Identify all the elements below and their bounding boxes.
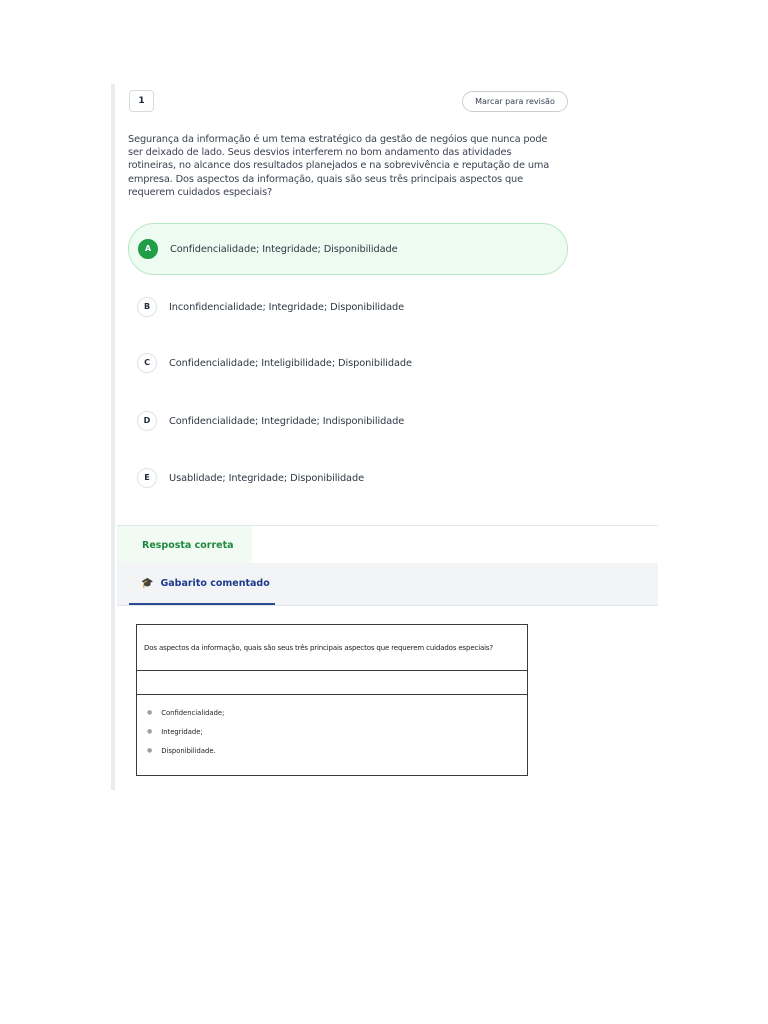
answer-table-question: Dos aspectos da informação, quais são seus três principais aspectos que requerem cuidados especiais? — [137, 625, 527, 671]
option-letter-d: D — [137, 411, 157, 431]
list-item: ● Confidencialidade; — [147, 709, 225, 717]
option-text-b: Inconfidencialidade; Integridade; Disponibilidade — [169, 301, 405, 313]
correct-answer-status: Resposta correta — [117, 526, 252, 563]
bullet-icon: ● — [147, 728, 153, 735]
option-c[interactable] — [128, 337, 568, 389]
left-border-rule — [111, 84, 115, 790]
option-b[interactable] — [128, 281, 568, 333]
option-e[interactable] — [128, 452, 568, 504]
question-text: Segurança da informação é um tema estratégico da gestão de negóios que nunca pode ser deixado de lado. Seus desvios interferem no bom andamento das atividades rotineiras, no alcance dos resultados planejados e na sobrevivência e reputação de uma empresa. Dos aspectos da informação, quais são seus três principais aspectos que requerem cuidados especiais? — [128, 134, 550, 198]
list-item: ● Integridade; — [147, 728, 203, 736]
option-letter-e: E — [137, 468, 157, 488]
option-letter-a: A — [138, 239, 158, 259]
graduation-cap-icon: 🎓 — [141, 577, 154, 589]
option-letter-c: C — [137, 353, 157, 373]
answer-list — [137, 695, 527, 766]
list-item: ● Disponibilidade. — [147, 747, 216, 755]
option-text-a: Confidencialidade; Integridade; Disponibilidade — [170, 243, 398, 255]
option-text-d: Confidencialidade; Integridade; Indisponibilidade — [169, 415, 405, 427]
question-number-badge: 1 — [129, 90, 154, 112]
answer-table-empty-row — [137, 671, 527, 695]
option-letter-b: B — [137, 297, 157, 317]
bullet-icon: ● — [147, 747, 153, 754]
option-d[interactable] — [128, 395, 568, 447]
option-a[interactable] — [128, 223, 568, 275]
option-text-c: Confidencialidade; Inteligibilidade; Disponibilidade — [169, 357, 412, 369]
tab-gabarito-comentado[interactable] — [129, 563, 275, 605]
tab-gabarito-label: Gabarito comentado — [160, 577, 270, 589]
bullet-icon: ● — [147, 709, 153, 716]
mark-for-review-button[interactable]: Marcar para revisão — [462, 91, 568, 112]
feedback-tab-bar — [117, 563, 658, 606]
option-text-e: Usablidade; Integridade; Disponibilidade — [169, 472, 365, 484]
answer-explanation-table — [136, 624, 528, 776]
